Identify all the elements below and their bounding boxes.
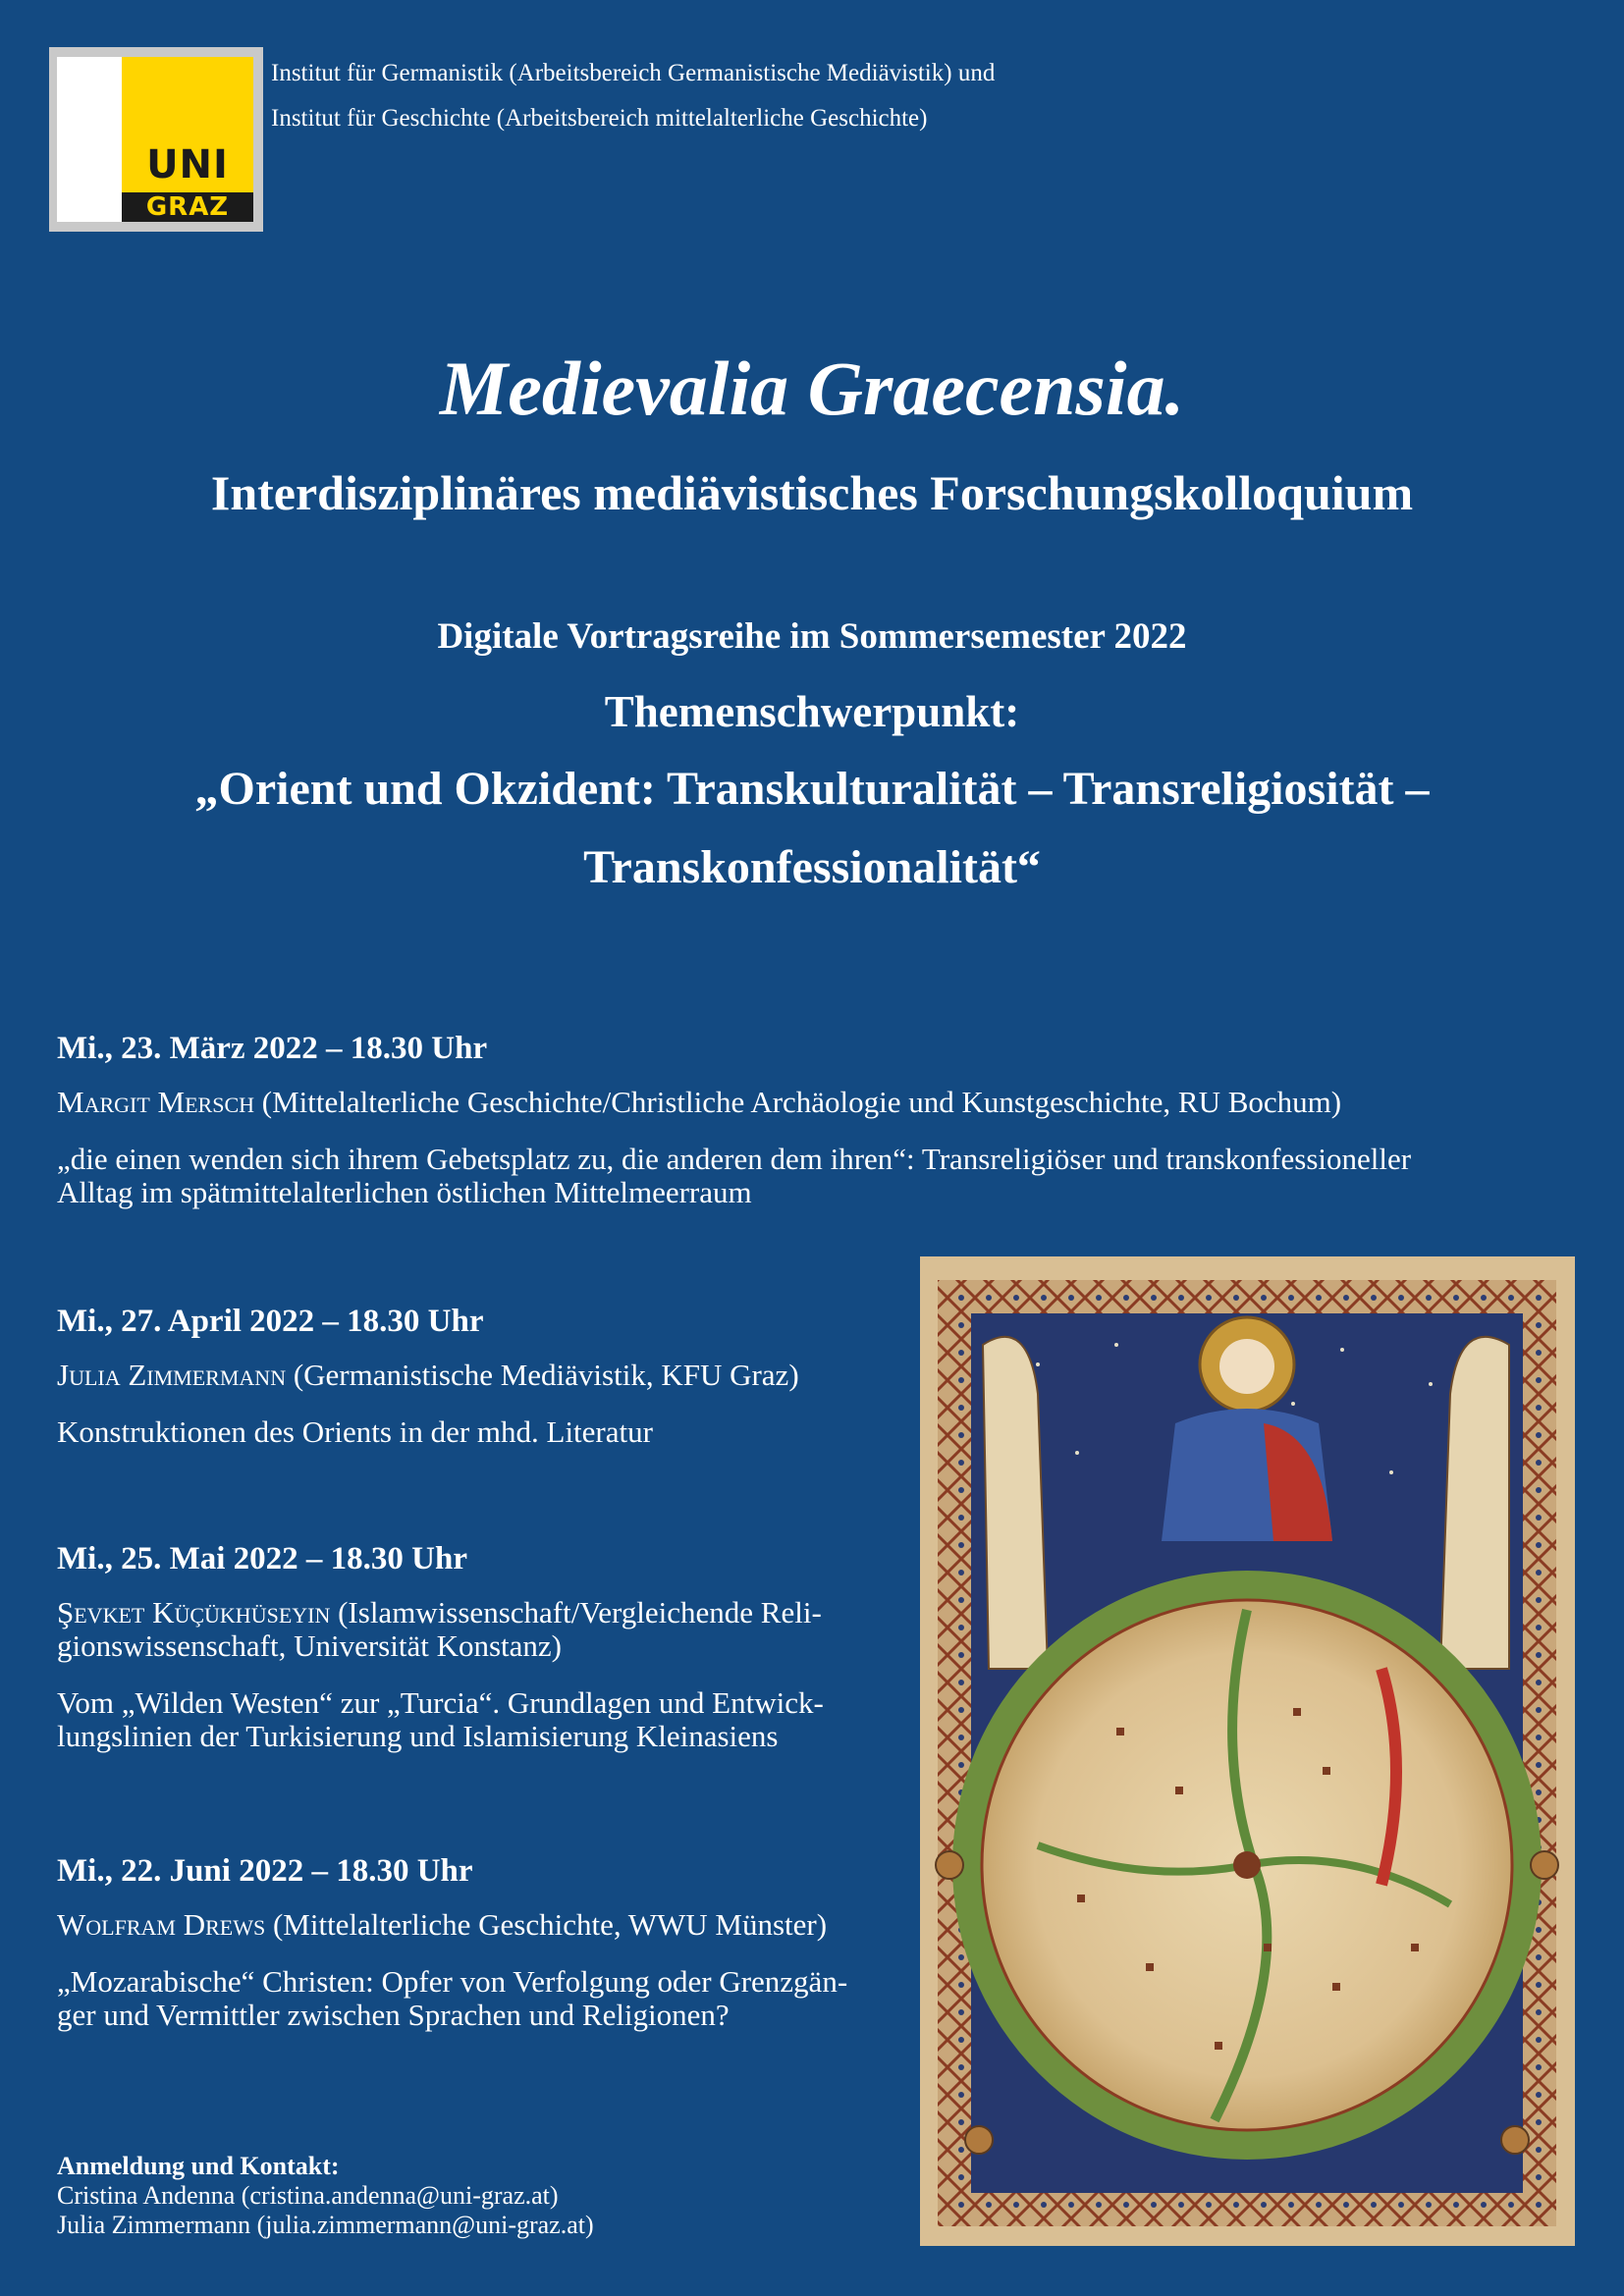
jerusalem-center: [1233, 1851, 1261, 1879]
theme-line-1: „Orient und Okzident: Transkulturalität – Transreligiosität –: [194, 763, 1430, 815]
event-speaker: [57, 1086, 1411, 1119]
event-talk-title: [57, 1965, 847, 2032]
talk-line-2: lungslinien der Turkisierung und Islamisierung Kleinasiens: [57, 1719, 779, 1753]
theme-label: Themenschwerpunkt:: [604, 687, 1020, 736]
logo-text-uni: UNI: [146, 142, 229, 187]
theme-line-2: Transkonfessionalität“: [583, 841, 1041, 893]
talk-line-2: Alltag im spätmittelalterlichen östlichen Mittelmeerraum: [57, 1175, 752, 1209]
christ-face: [1219, 1339, 1274, 1394]
event-speaker: [57, 1359, 799, 1392]
uni-graz-logo: [49, 47, 263, 232]
speaker-affiliation: (Mittelalterliche Geschichte, WWU Münster): [265, 1907, 828, 1942]
logo-white-panel: [57, 57, 130, 222]
event-talk-title: [57, 1686, 824, 1753]
event-speaker: [57, 1596, 824, 1663]
institutes-block: [271, 51, 995, 141]
event-2: [57, 1300, 799, 1449]
speaker-name: Şevket Küçükhüseyin: [57, 1595, 331, 1629]
medieval-world-map-image: [920, 1256, 1575, 2246]
event-3: [57, 1537, 824, 1753]
right-angel: [1440, 1337, 1509, 1669]
talk-line-1: „Mozarabische“ Christen: Opfer von Verfolgung oder Grenzgän-: [57, 1964, 848, 1999]
event-date: Mi., 22. Juni 2022 – 18.30 Uhr: [57, 1853, 473, 1889]
talk-line-1: Vom „Wilden Westen“ zur „Turcia“. Grundlagen und Entwick-: [57, 1685, 824, 1720]
contact-heading: Anmeldung und Kontakt:: [57, 2152, 340, 2180]
page-title: Medievalia Graecensia.: [439, 346, 1185, 431]
talk-line-1: „die einen wenden sich ihrem Gebetsplatz zu, die anderen dem ihren“: Transreligiöser und transkonfessioneller: [57, 1142, 1412, 1176]
page-subtitle: Interdisziplinäres mediävistisches Forschungskolloquium: [210, 465, 1414, 520]
contact-line-1: Cristina Andenna (cristina.andenna@uni-graz.at): [57, 2181, 559, 2210]
speaker-affiliation: (Mittelalterliche Geschichte/Christliche Archäologie und Kunstgeschichte, RU Bochum): [254, 1085, 1342, 1119]
talk-line-2: ger und Vermittler zwischen Sprachen und Religionen?: [57, 1998, 730, 2032]
event-date: Mi., 23. März 2022 – 18.30 Uhr: [57, 1031, 488, 1066]
series-heading: Digitale Vortragsreihe im Sommersemester 2022: [437, 616, 1187, 657]
event-4: [57, 1849, 847, 2032]
speaker-affiliation-line-2: gionswissenschaft, Universität Konstanz): [57, 1629, 562, 1663]
talk-line-1: Konstruktionen des Orients in der mhd. Literatur: [57, 1415, 653, 1449]
event-talk-title: [57, 1415, 799, 1449]
institute-line-1: Institut für Germanistik (Arbeitsbereich Germanistische Mediävistik) und: [271, 60, 996, 86]
contact-line-2: Julia Zimmermann (julia.zimmermann@uni-graz.at): [57, 2211, 594, 2239]
event-talk-title: [57, 1143, 1411, 1209]
speaker-name: Julia Zimmermann: [57, 1358, 287, 1392]
logo-text-graz: GRAZ: [145, 192, 230, 222]
speaker-name: Wolfram Drews: [57, 1907, 266, 1942]
institute-line-2: Institut für Geschichte (Arbeitsbereich mittelalterliche Geschichte): [271, 105, 928, 132]
event-date: Mi., 25. Mai 2022 – 18.30 Uhr: [57, 1541, 467, 1576]
event-date: Mi., 27. April 2022 – 18.30 Uhr: [57, 1304, 484, 1339]
event-speaker: [57, 1908, 847, 1942]
speaker-affiliation: (Islamwissenschaft/Vergleichende Reli-: [330, 1595, 822, 1629]
speaker-name: Margit Mersch: [57, 1085, 255, 1119]
speaker-affiliation: (Germanistische Mediävistik, KFU Graz): [286, 1358, 799, 1392]
event-1: [57, 1027, 1411, 1209]
contact-block: [57, 2152, 594, 2240]
